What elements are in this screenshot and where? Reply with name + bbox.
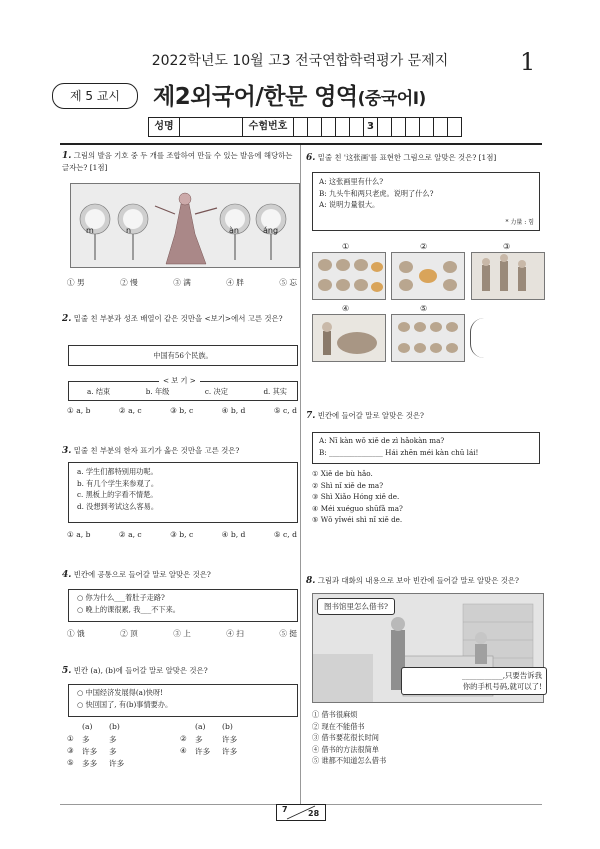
q3-option-1[interactable]: ① a, b	[67, 530, 91, 539]
q4-option-4[interactable]: ④ 扫	[226, 629, 244, 638]
q6-number: 6.	[306, 153, 316, 163]
q4-options	[67, 628, 297, 639]
q2-option-1[interactable]: ① a, b	[67, 406, 91, 415]
column-divider	[300, 145, 301, 805]
exam-no-box[interactable]	[419, 117, 433, 137]
q3-text: 밑줄 친 부분의 한자 표기가 옳은 것만을 고른 것은?	[73, 446, 240, 455]
q2-bogi-items	[87, 387, 287, 397]
current-page: 7	[282, 805, 288, 814]
q4-option-2[interactable]: ② 顶	[120, 629, 138, 638]
q7-line-1: A: Nǐ kàn wǒ xiě de zì hǎokàn ma?	[319, 436, 445, 445]
id-row	[148, 117, 462, 135]
period-badge: 제 5 교시	[52, 83, 138, 109]
drum-label-2: n	[126, 226, 132, 235]
subject-main: 제2외국어/한문 영역	[153, 84, 358, 110]
drum-label-3: àn	[229, 226, 239, 235]
q6-image-4[interactable]	[312, 314, 386, 362]
q5-option-4-b: 许多	[222, 747, 238, 756]
q2-sentence: 中国有56个民族。	[153, 351, 213, 360]
q1-number: 1.	[62, 151, 72, 161]
q7-option-4[interactable]: ④ Méi xuéguo shūfǎ ma?	[312, 503, 403, 513]
q7-stem	[306, 410, 540, 422]
q6-label-1: ①	[342, 242, 350, 251]
q3-line-c: c. 黑板上的字看不情楚。	[77, 490, 158, 499]
q4-option-3[interactable]: ③ 上	[173, 629, 191, 638]
page-number: 1	[520, 48, 536, 76]
q5-option-1-b: 多	[109, 735, 117, 744]
q6-dialog-box	[312, 172, 540, 231]
q5-option-1[interactable]: ①	[67, 734, 74, 743]
q3-option-5[interactable]: ⑤ c, d	[273, 530, 297, 539]
q6-line-1: A: 这张画里有什么?	[319, 177, 384, 186]
q2-option-3[interactable]: ③ b, c	[170, 406, 194, 415]
subject-sub: (중국어Ⅰ)	[357, 89, 426, 109]
name-label: 성명	[148, 117, 179, 137]
q5-stem	[62, 665, 296, 677]
q6-stem	[306, 152, 540, 164]
q5-head-a: (a)	[82, 722, 93, 731]
q4-number: 4.	[62, 570, 72, 580]
drum-label-1: m	[86, 226, 94, 235]
q5-text: 빈칸 (a), (b)에 들어갈 말로 알맞은 것은?	[73, 666, 208, 675]
q6-label-3: ③	[503, 242, 511, 251]
page-counter	[276, 804, 326, 821]
exam-no-box[interactable]	[307, 117, 321, 137]
q1-option-3[interactable]: ③ 满	[173, 278, 191, 287]
q7-option-2[interactable]: ② Shì nǐ xiě de ma?	[312, 480, 384, 490]
q1-text: 그림의 발음 기호 중 두 개를 조합하여 만들 수 있는 발음에 해당하는 글자는? [1점]	[62, 151, 293, 172]
q3-line-a: a. 学生们都特别用功呢。	[77, 467, 158, 476]
q2-bogi-label: < 보 기 >	[159, 376, 200, 386]
q2-bogi-d: d. 其实	[263, 387, 287, 396]
q3-line-d: d. 没想到考试这么客易。	[77, 501, 159, 511]
exam-no-box[interactable]	[293, 117, 307, 137]
q1-option-5[interactable]: ⑤ 忘	[279, 278, 297, 287]
q2-options	[67, 406, 297, 415]
q4-option-5[interactable]: ⑤ 挺	[279, 629, 297, 638]
q8-number: 8.	[306, 576, 316, 586]
q2-number: 2.	[62, 314, 72, 324]
q4-text: 빈칸에 공통으로 들어갈 말로 알맞은 것은?	[73, 570, 211, 579]
q2-sentence-box	[68, 345, 298, 366]
oxen-tigers-illustration	[392, 253, 464, 299]
q1-option-2[interactable]: ② 慢	[120, 278, 138, 287]
q8-option-2[interactable]: ② 现在不能借书	[312, 721, 365, 731]
q3-option-2[interactable]: ② a, c	[118, 530, 142, 539]
q2-text: 밑줄 친 부분과 성조 배열이 같은 것만을 <보기>에서 고른 것은?	[73, 314, 283, 323]
q7-option-3[interactable]: ③ Shì Xiǎo Hóng xiě de.	[312, 492, 400, 501]
q2-bogi-c: c. 决定	[204, 387, 228, 396]
q6-label-2: ②	[420, 242, 428, 251]
q7-dialog-box	[312, 432, 540, 464]
q1-option-4[interactable]: ④ 胖	[226, 278, 244, 287]
oxen-tigers-illustration	[392, 315, 464, 361]
q4-line-2: ○ 晚上的课很累, 我___不下来。	[77, 604, 180, 614]
q4-option-1[interactable]: ① 饿	[67, 629, 85, 638]
q3-options	[67, 530, 297, 539]
q6-line-3: A: 说明力量很大。	[319, 200, 380, 209]
q5-head-b: (b)	[222, 722, 233, 731]
q7-option-5[interactable]: ⑤ Wǒ yǐwéi shì nǐ xiě de.	[312, 515, 403, 524]
q6-text: 밑줄 친 '这张画'를 표현한 그림으로 알맞은 것은? [1점]	[317, 153, 497, 162]
q5-head-a: (a)	[195, 722, 206, 731]
exam-no-box[interactable]	[377, 117, 391, 137]
q5-line-2: ○ 快回国了, 有(b)事情要办。	[77, 699, 173, 709]
q3-sentences-box	[68, 462, 298, 523]
exam-no-box[interactable]	[321, 117, 335, 137]
name-field[interactable]	[179, 117, 242, 137]
q6-bracket	[470, 318, 485, 358]
q6-label-4: ④	[342, 304, 350, 313]
q3-option-4[interactable]: ④ b, d	[221, 530, 246, 539]
total-pages: 28	[308, 809, 320, 818]
q2-option-4[interactable]: ④ b, d	[221, 406, 246, 415]
q2-stem	[62, 313, 296, 325]
q3-line-b: b. 有几个学生来参观了。	[77, 478, 159, 488]
q6-image-1[interactable]	[312, 252, 386, 300]
q6-label-5: ⑤	[420, 304, 428, 313]
exam-no-box[interactable]	[391, 117, 405, 137]
q8-option-5[interactable]: ⑤ 谁都不知道怎么借书	[312, 756, 387, 765]
q7-option-1[interactable]: ① Xiě de bù hǎo.	[312, 469, 373, 478]
q1-option-1[interactable]: ① 男	[67, 278, 85, 287]
q1-stem	[62, 150, 296, 173]
exam-title: 2022학년도 10월 고3 전국연합학력평가 문제지	[151, 53, 449, 69]
q2-option-5[interactable]: ⑤ c, d	[273, 406, 297, 415]
q8-bubble-question: 图书馆里怎么借书?	[317, 598, 395, 615]
q8-option-3[interactable]: ③ 借书要花很长时间	[312, 733, 379, 742]
farmer-ox-illustration	[313, 315, 385, 361]
exam-no-box[interactable]	[405, 117, 419, 137]
q8-bubble-answer-line2: 你的手机号码,就可以了!	[462, 682, 542, 691]
q8-stem	[306, 575, 540, 587]
q2-bogi-box	[68, 376, 298, 401]
header-rule	[60, 143, 542, 145]
q5-option-4[interactable]: ④	[180, 746, 187, 755]
q2-bogi-b: b. 年级	[145, 387, 170, 396]
exam-no-box[interactable]	[349, 117, 363, 137]
q3-number: 3.	[62, 446, 72, 456]
q5-option-5-b: 许多	[109, 759, 125, 768]
drum-label-4: áng	[263, 226, 279, 235]
q8-figure	[312, 593, 544, 703]
exam-no-label: 수험번호	[242, 117, 293, 137]
q2-option-2[interactable]: ② a, c	[118, 406, 142, 415]
q8-text: 그림과 대화의 내용으로 보아 빈칸에 들어갈 말로 알맞은 것은?	[317, 576, 520, 585]
q7-text: 빈칸에 들어갈 말로 알맞은 것은?	[317, 411, 424, 420]
oxen-tigers-illustration	[313, 253, 385, 299]
q5-option-2[interactable]: ②	[180, 734, 187, 743]
exam-no-box[interactable]	[335, 117, 349, 137]
subject-title	[153, 78, 426, 111]
q5-sentences-box	[68, 684, 298, 717]
q6-image-3[interactable]	[471, 252, 545, 300]
q6-image-2[interactable]	[391, 252, 465, 300]
q3-stem	[62, 445, 296, 457]
q5-option-5-a: 多多	[82, 759, 98, 768]
people-illustration	[472, 253, 544, 299]
q5-head-b: (b)	[109, 722, 120, 731]
q5-option-4-a: 许多	[195, 747, 211, 756]
q8-option-1[interactable]: ① 借书很麻烦	[312, 710, 358, 719]
q5-option-3-a: 许多	[82, 747, 98, 756]
q7-options	[312, 468, 542, 526]
q5-number: 5.	[62, 666, 72, 676]
q6-line-2: B: 九头牛和两只老虎。说明了什么?	[319, 188, 434, 198]
q5-option-3-b: 多	[109, 747, 117, 756]
q4-stem	[62, 569, 296, 581]
exam-no-digit: 3	[363, 117, 377, 137]
exam-no-box[interactable]	[433, 117, 447, 137]
q8-options	[312, 709, 542, 767]
q4-sentences-box	[68, 589, 298, 622]
q8-bubble-answer	[401, 667, 547, 695]
q3-option-3[interactable]: ③ b, c	[170, 530, 194, 539]
q1-options	[67, 277, 297, 288]
q5-line-1: ○ 中国经济发展得(a)快呀!	[77, 688, 164, 697]
q6-note: * 力量 : 힘	[505, 218, 534, 226]
q5-option-3[interactable]: ③	[67, 746, 74, 755]
q4-line-1: ○ 你为什么___着肚子走路?	[77, 593, 165, 602]
q5-option-2-b: 许多	[222, 735, 238, 744]
q7-line-2: B: _______________ Hái zhēn méi kàn chū lái!	[319, 447, 479, 457]
q5-option-1-a: 多	[82, 735, 90, 744]
q5-option-5[interactable]: ⑤	[67, 758, 74, 767]
q2-bogi-a: a. 结束	[87, 387, 111, 396]
q5-option-2-a: 多	[195, 735, 203, 744]
q7-number: 7.	[306, 411, 316, 421]
q8-option-4[interactable]: ④ 借书的方法很简单	[312, 744, 379, 754]
exam-no-box[interactable]	[447, 117, 462, 137]
q8-bubble-answer-line1: ___________,只要告诉我	[462, 671, 542, 680]
q6-image-5[interactable]	[391, 314, 465, 362]
